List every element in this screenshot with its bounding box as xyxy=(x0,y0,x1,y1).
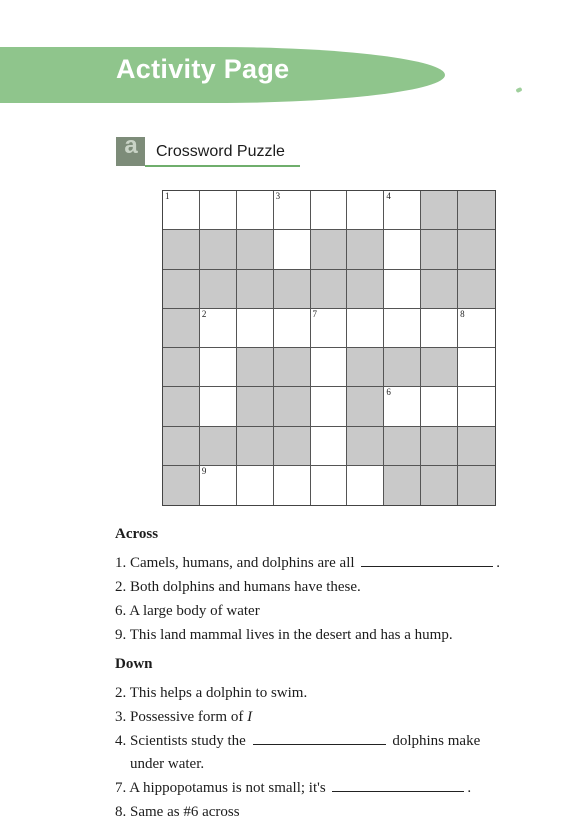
crossword-cell[interactable] xyxy=(237,309,274,348)
crossword-blocked-cell xyxy=(347,270,384,309)
clue-text: Both dolphins and humans have these. xyxy=(130,579,361,595)
crossword-blocked-cell xyxy=(347,387,384,426)
crossword-cell[interactable] xyxy=(163,191,200,230)
crossword-blocked-cell xyxy=(384,348,421,387)
clue-number-label: 9 xyxy=(201,465,207,476)
crossword-cell[interactable] xyxy=(311,348,348,387)
section-badge-letter: a xyxy=(124,132,138,159)
clue-text: This land mammal lives in the desert and has a hump. xyxy=(129,627,453,643)
clue-number-label: 7 xyxy=(312,308,318,319)
clue-text: A large body of water xyxy=(129,603,260,619)
crossword-blocked-cell xyxy=(421,191,458,230)
clue-text-end: . xyxy=(496,555,501,571)
crossword-cell[interactable] xyxy=(311,387,348,426)
clue-across-6 xyxy=(115,600,535,622)
clue-text: Same as #6 across xyxy=(130,804,240,820)
clue-down-7 xyxy=(115,777,535,799)
clue-text-end: . xyxy=(467,780,472,796)
clue-number: 4. xyxy=(115,733,127,749)
crossword-blocked-cell xyxy=(274,427,311,466)
crossword-cell[interactable] xyxy=(347,466,384,505)
crossword-blocked-cell xyxy=(274,270,311,309)
clue-number-label: 6 xyxy=(386,387,391,398)
crossword-blocked-cell xyxy=(237,270,274,309)
crossword-blocked-cell xyxy=(274,387,311,426)
clue-number: 7. xyxy=(115,780,127,796)
crossword-blocked-cell xyxy=(421,270,458,309)
crossword-blocked-cell xyxy=(200,270,237,309)
crossword-cell[interactable] xyxy=(347,309,384,348)
clue-number: 8. xyxy=(115,804,127,820)
clue-number-label: 4 xyxy=(386,191,391,201)
crossword-blocked-cell xyxy=(421,348,458,387)
crossword-cell[interactable] xyxy=(274,230,311,269)
crossword-blocked-cell xyxy=(163,309,200,348)
clue-number-label: 2 xyxy=(201,308,207,319)
crossword-blocked-cell xyxy=(458,270,495,309)
answer-blank xyxy=(332,790,464,792)
clue-text-end: dolphins make xyxy=(392,733,481,749)
crossword-blocked-cell xyxy=(311,270,348,309)
clue-text: Possessive form of xyxy=(130,709,244,725)
crossword-cell[interactable] xyxy=(311,466,348,505)
crossword-cell[interactable] xyxy=(237,466,274,505)
crossword-blocked-cell xyxy=(458,230,495,269)
crossword-blocked-cell xyxy=(163,348,200,387)
crossword-blocked-cell xyxy=(200,230,237,269)
crossword-blocked-cell xyxy=(347,348,384,387)
crossword-cell[interactable] xyxy=(274,466,311,505)
across-heading: Across xyxy=(115,526,159,542)
down-heading: Down xyxy=(115,656,153,672)
clue-number: 2. xyxy=(115,579,127,595)
crossword-grid xyxy=(162,190,496,506)
clue-number: 3. xyxy=(115,709,127,725)
crossword-cell[interactable] xyxy=(384,191,421,230)
clue-across-2 xyxy=(115,576,535,598)
crossword-cell[interactable] xyxy=(274,309,311,348)
clue-text: Scientists study the xyxy=(130,733,246,749)
crossword-blocked-cell xyxy=(421,427,458,466)
crossword-blocked-cell xyxy=(163,427,200,466)
crossword-cell[interactable] xyxy=(311,309,348,348)
crossword-cell[interactable] xyxy=(384,309,421,348)
crossword-blocked-cell xyxy=(274,348,311,387)
answer-blank xyxy=(253,743,386,745)
crossword-cell[interactable] xyxy=(458,309,495,348)
crossword-blocked-cell xyxy=(237,387,274,426)
crossword-blocked-cell xyxy=(421,230,458,269)
clue-number-label: 1 xyxy=(165,191,170,201)
crossword-blocked-cell xyxy=(237,348,274,387)
crossword-cell[interactable] xyxy=(384,270,421,309)
clue-across-9 xyxy=(115,624,535,646)
clue-number-label: 8 xyxy=(460,308,465,319)
clue-text: This helps a dolphin to swim. xyxy=(129,685,308,701)
answer-blank xyxy=(361,565,493,567)
crossword-cell[interactable] xyxy=(384,387,421,426)
crossword-cell[interactable] xyxy=(200,387,237,426)
crossword-blocked-cell xyxy=(163,230,200,269)
crossword-cell[interactable] xyxy=(421,387,458,426)
clue-down-2 xyxy=(115,682,535,704)
crossword-blocked-cell xyxy=(458,191,495,230)
crossword-cell[interactable] xyxy=(421,309,458,348)
clue-down-4-continuation: under water. xyxy=(130,756,205,772)
crossword-blocked-cell xyxy=(384,427,421,466)
crossword-cell[interactable] xyxy=(200,466,237,505)
crossword-blocked-cell xyxy=(384,466,421,505)
clue-number: 6. xyxy=(115,603,127,619)
crossword-cell[interactable] xyxy=(458,348,495,387)
crossword-blocked-cell xyxy=(163,270,200,309)
crossword-cell[interactable] xyxy=(347,191,384,230)
crossword-blocked-cell xyxy=(421,466,458,505)
crossword-cell[interactable] xyxy=(311,191,348,230)
crossword-cell[interactable] xyxy=(384,230,421,269)
crossword-cell[interactable] xyxy=(458,387,495,426)
crossword-cell[interactable] xyxy=(311,427,348,466)
crossword-blocked-cell xyxy=(163,387,200,426)
section-title: Crossword Puzzle xyxy=(156,143,285,160)
crossword-blocked-cell xyxy=(347,427,384,466)
page-title: Activity Page xyxy=(116,54,290,84)
crossword-blocked-cell xyxy=(237,230,274,269)
crossword-blocked-cell xyxy=(200,427,237,466)
clue-text: Camels, humans, and dolphins are all xyxy=(130,555,355,571)
clue-down-4 xyxy=(115,730,535,752)
crossword-blocked-cell xyxy=(311,230,348,269)
clue-number: 1. xyxy=(115,555,127,571)
crossword-cell[interactable] xyxy=(200,309,237,348)
section-underline xyxy=(145,165,300,167)
crossword-cell[interactable] xyxy=(274,191,311,230)
clue-number-label: 3 xyxy=(275,191,281,201)
crossword-blocked-cell xyxy=(237,427,274,466)
crossword-cell[interactable] xyxy=(200,191,237,230)
decorative-mark xyxy=(515,87,522,93)
clue-across-1 xyxy=(115,552,535,574)
crossword-blocked-cell xyxy=(347,230,384,269)
clue-down-3 xyxy=(115,706,535,728)
clue-text: A hippopotamus is not small; it's xyxy=(129,780,326,796)
crossword-blocked-cell xyxy=(458,427,495,466)
crossword-blocked-cell xyxy=(458,466,495,505)
clue-italic-word: I xyxy=(247,709,253,725)
crossword-cell[interactable] xyxy=(237,191,274,230)
clue-number: 9. xyxy=(115,627,127,643)
clue-down-8 xyxy=(115,801,535,823)
clue-number: 2. xyxy=(115,685,127,701)
crossword-blocked-cell xyxy=(163,466,200,505)
crossword-cell[interactable] xyxy=(200,348,237,387)
